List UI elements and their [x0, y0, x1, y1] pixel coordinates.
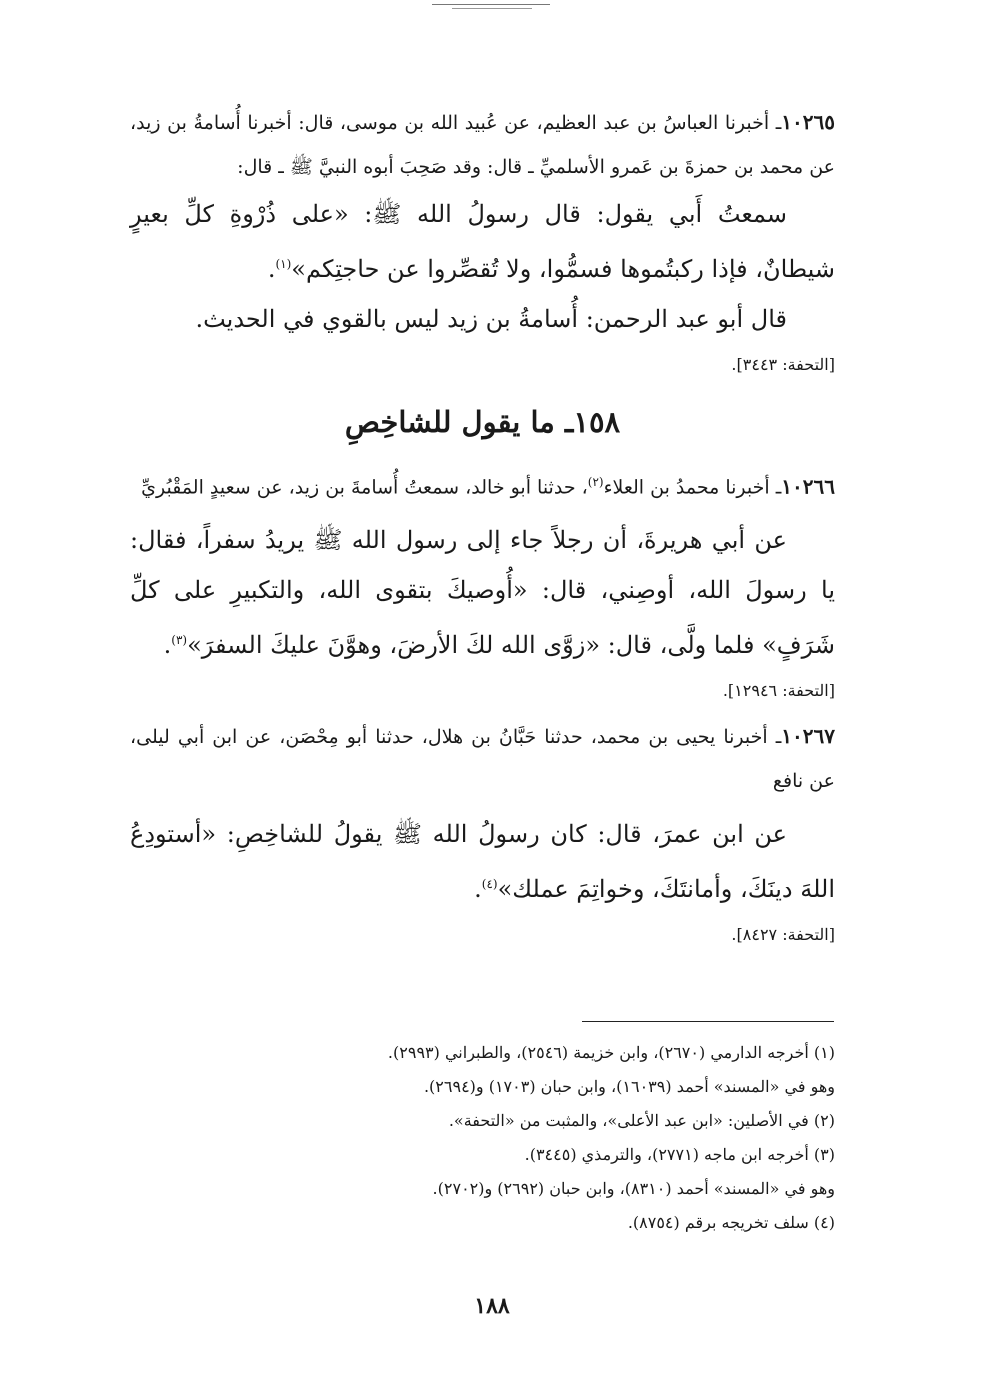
hadith-10267-tuhfa: [التحفة: ٨٤٢٧]. — [731, 925, 835, 945]
footnote-1: (١) أخرجه الدارمي (٢٦٧٠)، وابن خزيمة (٢٥٤٦)، والطبراني (٢٩٩٣). — [387, 1043, 835, 1062]
hadith-10265-tuhfa: [التحفة: ٣٤٤٣]. — [731, 355, 835, 374]
matn-text: سمعتُ أَبي يقول: قال رسولُ الله ﷺ: «على ذُرْوةِ كلِّ بعيرٍ شيطانٌ، فإذا ركبتُموها فسمُّوا، ولا تُقصِّروا عن حاجتِكم» — [130, 200, 835, 283]
footnotes — [330, 1036, 835, 1240]
hadith-10265-comment: قال أبو عبد الرحمن: أُسامةُ بن زيد ليس بالقوي في الحديث. — [195, 305, 787, 333]
hadith-10266-tuhfa: [التحفة: ١٢٩٤٦]. — [722, 681, 835, 701]
page-number: ١٨٨ — [474, 1293, 510, 1319]
hadith-10267-matn — [130, 809, 835, 914]
top-decorative-rule — [432, 4, 550, 5]
matn-end: . — [267, 255, 276, 283]
chapter-heading: ١٥٨ـ ما يقول للشاخِصِ — [344, 405, 621, 439]
hadith-10266-isnad — [130, 460, 835, 509]
isnad-text-cont: ، حدثنا أبو خالد، سمعتُ أُسامةَ بن زيد، عن سعيدٍ المَقْبُريِّ — [141, 476, 588, 499]
footnote-3: (٣) أخرجه ابن ماجه (٢٧٧١)، والترمذي (٣٤٤٥). — [524, 1145, 835, 1164]
footnote-ref: (١) — [275, 257, 292, 271]
footnote-2: (٢) في الأصلين: «ابن عبد الأعلى»، والمثبت من «التحفة». — [448, 1111, 835, 1130]
matn-text: عن أبي هريرةَ، أن رجلاً جاء إلى رسول الله ﷺ يريدُ سفراً، فقال: يا رسولَ الله، أوصِني، قال: «أُوصيكَ بتقوى الله، والتكبيرِ على كلِّ شَرَفٍ» فلما ولَّى، قال: «زوَّى الله لكَ الأرضَ، وهوَّنَ عليكَ السفرَ» — [130, 526, 835, 660]
footnote-1-cont: وهو في «المسند» أحمد (١٦٠٣٩)، وابن حبان (١٧٠٣) و(٢٦٩٤). — [423, 1077, 835, 1096]
hadith-number: ١٠٢٦٧ — [781, 724, 835, 749]
footnote-ref: (٢) — [587, 475, 604, 489]
hadith-10265-isnad — [130, 100, 835, 189]
matn-end: . — [163, 631, 172, 660]
top-decorative-rule-inner — [452, 8, 532, 9]
isnad-text: ـ أخبرنا يحيى بن محمد، حدثنا حَبَّانُ بن هلال، حدثنا أبو مِحْصَن، عن ابن أبي ليلى، عن نافع — [130, 726, 835, 793]
footnote-ref: (٣) — [171, 633, 188, 648]
hadith-10265-matn — [130, 189, 835, 294]
isnad-text: ـ أخبرنا العباسُ بن عبد العظيم، عن عُبيد الله بن موسى، قال: أخبرنا أُسامةُ بن زيد، عن محمد بن حمزةَ بن عَمرو الأسلميِّ ـ قال: وقد صَحِبَ أبوه النبيَّ ﷺ ـ قال: — [130, 112, 835, 178]
page-body — [130, 100, 835, 952]
footnote-ref: (٤) — [481, 877, 498, 892]
isnad-text: ـ أخبرنا محمدُ بن العلاء — [603, 476, 782, 499]
matn-text: عن ابن عمرَ، قال: كان رسولُ الله ﷺ يقولُ للشاخِصِ: «أستودِعُ اللهَ دينَكَ، وأمانتَكَ، وخواتِمَ عملك» — [130, 820, 835, 904]
hadith-number: ١٠٢٦٦ — [781, 474, 835, 499]
matn-end: . — [474, 875, 482, 904]
hadith-10266-matn — [130, 515, 835, 670]
hadith-number: ١٠٢٦٥ — [781, 110, 835, 134]
footnote-3-cont: وهو في «المسند» أحمد (٨٣١٠)، وابن حبان (٢٦٩٢) و(٢٧٠٢). — [432, 1179, 835, 1198]
footnote-4: (٤) سلف تخريجه برقم (٨٧٥٤). — [627, 1213, 835, 1232]
footnote-separator — [582, 1021, 834, 1022]
hadith-10267-isnad — [130, 714, 835, 803]
